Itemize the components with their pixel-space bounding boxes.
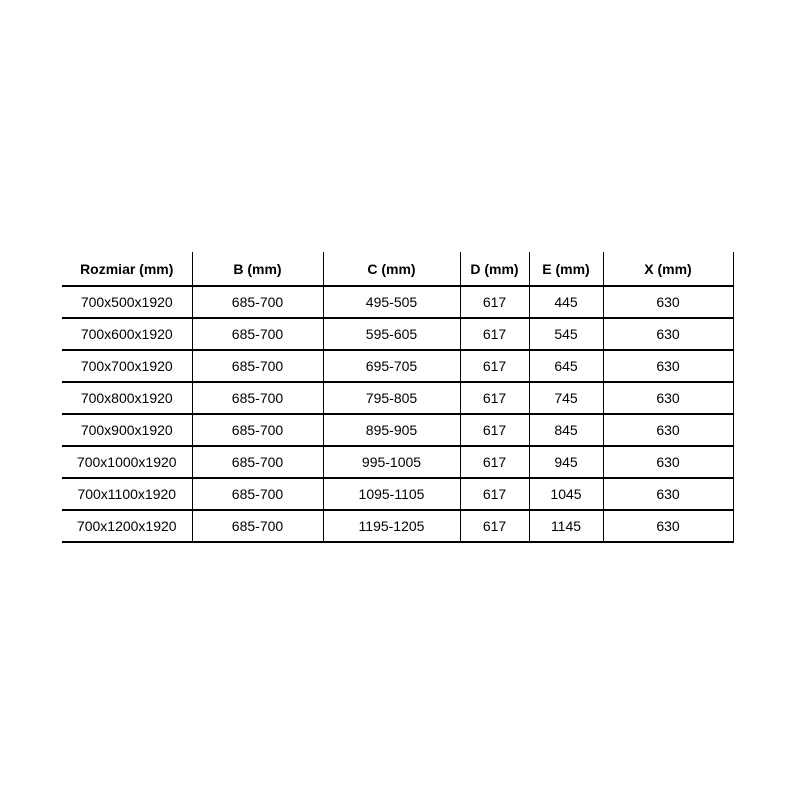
table-cell: 700x900x1920 <box>62 414 192 446</box>
table-cell: 995-1005 <box>323 446 460 478</box>
table-cell: 845 <box>529 414 603 446</box>
table-row <box>62 478 733 510</box>
column-header: X (mm) <box>603 252 733 286</box>
table-cell: 685-700 <box>192 510 323 542</box>
table-cell: 630 <box>603 446 733 478</box>
table-cell: 700x700x1920 <box>62 350 192 382</box>
table-cell: 700x600x1920 <box>62 318 192 350</box>
table-cell: 630 <box>603 350 733 382</box>
table-cell: 595-605 <box>323 318 460 350</box>
table-cell: 1095-1105 <box>323 478 460 510</box>
table-row <box>62 414 733 446</box>
table-row <box>62 286 733 318</box>
table-cell: 630 <box>603 414 733 446</box>
column-header: D (mm) <box>460 252 529 286</box>
table-cell: 630 <box>603 510 733 542</box>
table-cell: 685-700 <box>192 318 323 350</box>
table-cell: 700x500x1920 <box>62 286 192 318</box>
table-cell: 617 <box>460 318 529 350</box>
table-cell: 617 <box>460 414 529 446</box>
table-cell: 695-705 <box>323 350 460 382</box>
table-cell: 1195-1205 <box>323 510 460 542</box>
table-cell: 685-700 <box>192 446 323 478</box>
table-cell: 700x1100x1920 <box>62 478 192 510</box>
table-cell: 685-700 <box>192 382 323 414</box>
table-cell: 630 <box>603 286 733 318</box>
spec-table-head <box>62 252 733 286</box>
table-cell: 700x800x1920 <box>62 382 192 414</box>
table-row <box>62 446 733 478</box>
table-row <box>62 510 733 542</box>
table-row <box>62 350 733 382</box>
table-cell: 495-505 <box>323 286 460 318</box>
table-cell: 795-805 <box>323 382 460 414</box>
table-row <box>62 382 733 414</box>
table-cell: 617 <box>460 286 529 318</box>
table-cell: 700x1000x1920 <box>62 446 192 478</box>
column-header: Rozmiar (mm) <box>62 252 192 286</box>
spec-table <box>62 252 734 543</box>
table-cell: 1045 <box>529 478 603 510</box>
table-cell: 645 <box>529 350 603 382</box>
table-cell: 895-905 <box>323 414 460 446</box>
table-cell: 700x1200x1920 <box>62 510 192 542</box>
table-cell: 617 <box>460 350 529 382</box>
table-cell: 445 <box>529 286 603 318</box>
column-header: C (mm) <box>323 252 460 286</box>
table-cell: 630 <box>603 382 733 414</box>
table-cell: 945 <box>529 446 603 478</box>
table-cell: 685-700 <box>192 286 323 318</box>
column-header: B (mm) <box>192 252 323 286</box>
table-cell: 630 <box>603 318 733 350</box>
table-cell: 545 <box>529 318 603 350</box>
table-cell: 617 <box>460 510 529 542</box>
table-cell: 617 <box>460 382 529 414</box>
spec-table-container <box>62 252 734 543</box>
table-cell: 685-700 <box>192 414 323 446</box>
table-cell: 685-700 <box>192 350 323 382</box>
header-row <box>62 252 733 286</box>
table-cell: 617 <box>460 478 529 510</box>
spec-table-body <box>62 286 733 542</box>
table-cell: 617 <box>460 446 529 478</box>
table-cell: 1145 <box>529 510 603 542</box>
column-header: E (mm) <box>529 252 603 286</box>
table-cell: 745 <box>529 382 603 414</box>
table-row <box>62 318 733 350</box>
table-cell: 685-700 <box>192 478 323 510</box>
table-cell: 630 <box>603 478 733 510</box>
